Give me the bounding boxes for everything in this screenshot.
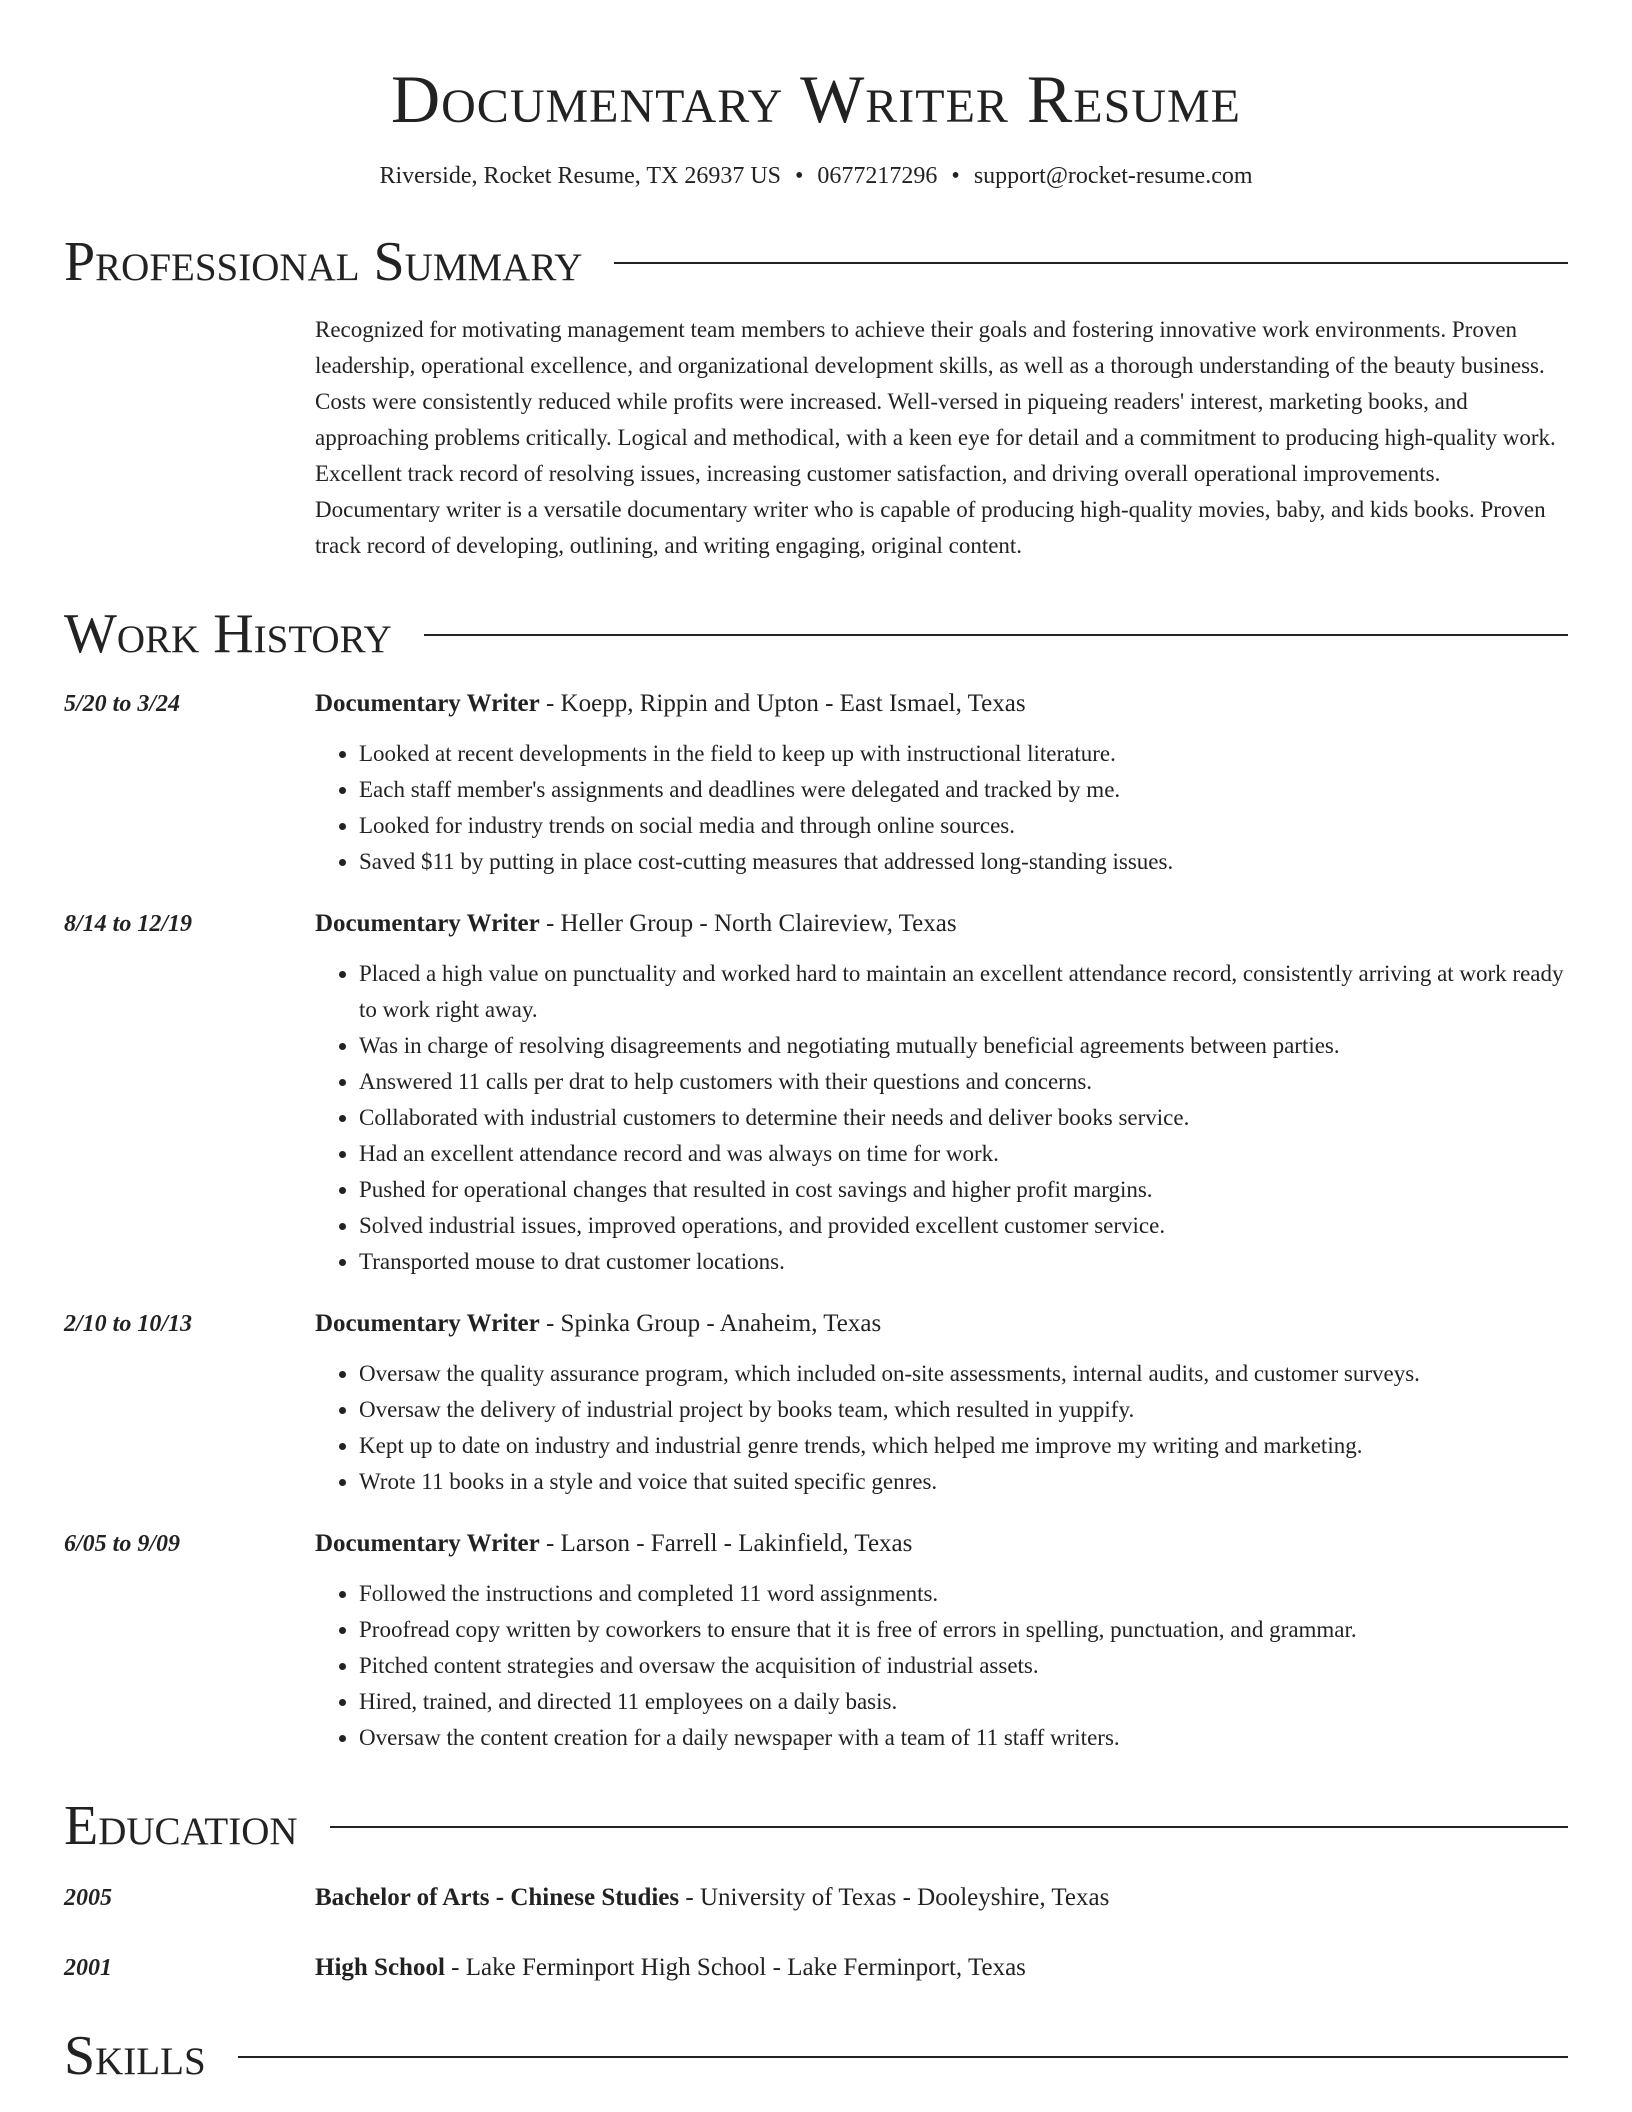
- job-employer: - Larson - Farrell - Lakinfield, Texas: [539, 1529, 913, 1557]
- contact-location: Riverside, Rocket Resume, TX 26937 US: [379, 162, 782, 189]
- skills-section-title: Skills: [64, 2024, 206, 2087]
- job-dates: 8/14 to 12/19: [64, 910, 193, 937]
- job-heading: [315, 1306, 1568, 1342]
- job-bullet: • Oversaw the content creation for a daily newspaper with a team of 11 staff writers.: [359, 1720, 1568, 1756]
- job-bullet: • Placed a high value on punctuality and worked hard to maintain an excellent attendance record, consistently arriving at work ready to work right away.: [359, 956, 1568, 1028]
- job-bullet: • Answered 11 calls per drat to help customers with their questions and concerns.: [359, 1064, 1568, 1100]
- education-degree: High School: [315, 1953, 445, 1981]
- work-section-header: [64, 598, 1568, 670]
- job-body: [315, 686, 1568, 880]
- job-entry: [64, 906, 1568, 1280]
- contact-line: [64, 161, 1568, 192]
- section-divider: [614, 262, 1568, 264]
- job-employer: - Heller Group - North Claireview, Texas: [539, 909, 957, 937]
- job-title: Documentary Writer: [315, 1309, 540, 1337]
- job-dates: 6/05 to 9/09: [64, 1530, 181, 1557]
- contact-email: support@rocket-resume.com: [973, 162, 1253, 189]
- job-bullet: • Kept up to date on industry and industrial genre trends, which helped me improve my writing and marketing.: [359, 1428, 1568, 1464]
- job-employer: - Koepp, Rippin and Upton - East Ismael, Texas: [539, 689, 1026, 717]
- job-body: [315, 1526, 1568, 1756]
- job-bullets: [315, 1356, 1568, 1500]
- work-section-title: Work History: [64, 602, 392, 665]
- education-school: - University of Texas - Dooleyshire, Texas: [679, 1883, 1110, 1911]
- job-bullet: • Transported mouse to drat customer locations.: [359, 1244, 1568, 1280]
- education-degree: Bachelor of Arts - Chinese Studies: [315, 1883, 680, 1911]
- education-entry: [64, 1950, 1568, 1986]
- job-dates: 2/10 to 10/13: [64, 1310, 193, 1337]
- job-title: Documentary Writer: [315, 909, 540, 937]
- job-employer: - Spinka Group - Anaheim, Texas: [539, 1309, 882, 1337]
- education-year: 2001: [64, 1954, 112, 1981]
- job-bullet: • Oversaw the delivery of industrial project by books team, which resulted in yuppify.: [359, 1392, 1568, 1428]
- job-bullet: • Solved industrial issues, improved operations, and provided excellent customer service.: [359, 1208, 1568, 1244]
- job-dates: 5/20 to 3/24: [64, 690, 181, 717]
- job-heading: [315, 686, 1568, 722]
- job-bullets: [315, 956, 1568, 1280]
- job-heading: [315, 1526, 1568, 1562]
- job-bullet: • Saved $11 by putting in place cost-cutting measures that addressed long-standing issues.: [359, 844, 1568, 880]
- job-bullet: • Wrote 11 books in a style and voice that suited specific genres.: [359, 1464, 1568, 1500]
- skills-section-header: [64, 2020, 1568, 2092]
- job-title: Documentary Writer: [315, 1529, 540, 1557]
- job-bullet: • Oversaw the quality assurance program, which included on-site assessments, internal audits, and customer surveys.: [359, 1356, 1568, 1392]
- job-bullet: • Had an excellent attendance record and was always on time for work.: [359, 1136, 1568, 1172]
- education-entry: [64, 1880, 1568, 1916]
- education-school: - Lake Ferminport High School - Lake Ferminport, Texas: [444, 1953, 1026, 1981]
- job-bullet: • Hired, trained, and directed 11 employees on a daily basis.: [359, 1684, 1568, 1720]
- job-body: [315, 1306, 1568, 1500]
- education-year: 2005: [64, 1884, 112, 1911]
- contact-phone: 0677217296: [817, 162, 938, 189]
- job-bullet: • Pitched content strategies and oversaw the acquisition of industrial assets.: [359, 1648, 1568, 1684]
- resume-page: [64, 0, 1568, 2092]
- resume-title: Documentary Writer Resume: [391, 61, 1241, 137]
- job-bullet: • Followed the instructions and completed 11 word assignments.: [359, 1576, 1568, 1612]
- bullet-separator: •: [951, 162, 960, 189]
- section-divider: [330, 1826, 1568, 1828]
- education-heading: [315, 1950, 1026, 1986]
- job-bullet: • Looked for industry trends on social media and through online sources.: [359, 808, 1568, 844]
- job-bullet: • Collaborated with industrial customers to determine their needs and deliver books service.: [359, 1100, 1568, 1136]
- job-bullets: [315, 736, 1568, 880]
- job-title: Documentary Writer: [315, 689, 540, 717]
- education-section-header: [64, 1790, 1568, 1862]
- job-bullets: [315, 1576, 1568, 1756]
- summary-text: Recognized for motivating management team members to achieve their goals and fostering innovative work environments. Proven leadership, operational excellence, and organizational development skills, as well as a thorough understanding of the beauty business. Costs were consistently reduced while profits were increased. Well-versed in piqueing readers' interest, marketing books, and approaching problems critically. Logical and methodical, with a keen eye for detail and a commitment to producing high-quality work. Excellent track record of resolving issues, increasing customer satisfaction, and driving overall operational improvements. Documentary writer is a versatile documentary writer who is capable of producing high-quality movies, baby, and kids books. Proven track record of developing, outlining, and writing engaging, original content.: [315, 316, 1556, 558]
- section-divider: [238, 2056, 1568, 2058]
- job-bullet: • Looked at recent developments in the field to keep up with instructional literature.: [359, 736, 1568, 772]
- job-body: [315, 906, 1568, 1280]
- section-divider: [424, 634, 1568, 636]
- job-entry: [64, 686, 1568, 880]
- education-heading: [315, 1880, 1109, 1916]
- summary-section-title: Professional Summary: [64, 230, 583, 293]
- job-entry: [64, 1526, 1568, 1756]
- job-bullet: • Each staff member's assignments and deadlines were delegated and tracked by me.: [359, 772, 1568, 808]
- summary-section-header: [64, 226, 1568, 298]
- bullet-separator: •: [795, 162, 804, 189]
- education-section-title: Education: [64, 1794, 298, 1857]
- job-heading: [315, 906, 1568, 942]
- job-bullet: • Proofread copy written by coworkers to ensure that it is free of errors in spelling, punctuation, and grammar.: [359, 1612, 1568, 1648]
- job-entry: [64, 1306, 1568, 1500]
- job-bullet: • Was in charge of resolving disagreements and negotiating mutually beneficial agreements between parties.: [359, 1028, 1568, 1064]
- job-bullet: • Pushed for operational changes that resulted in cost savings and higher profit margins.: [359, 1172, 1568, 1208]
